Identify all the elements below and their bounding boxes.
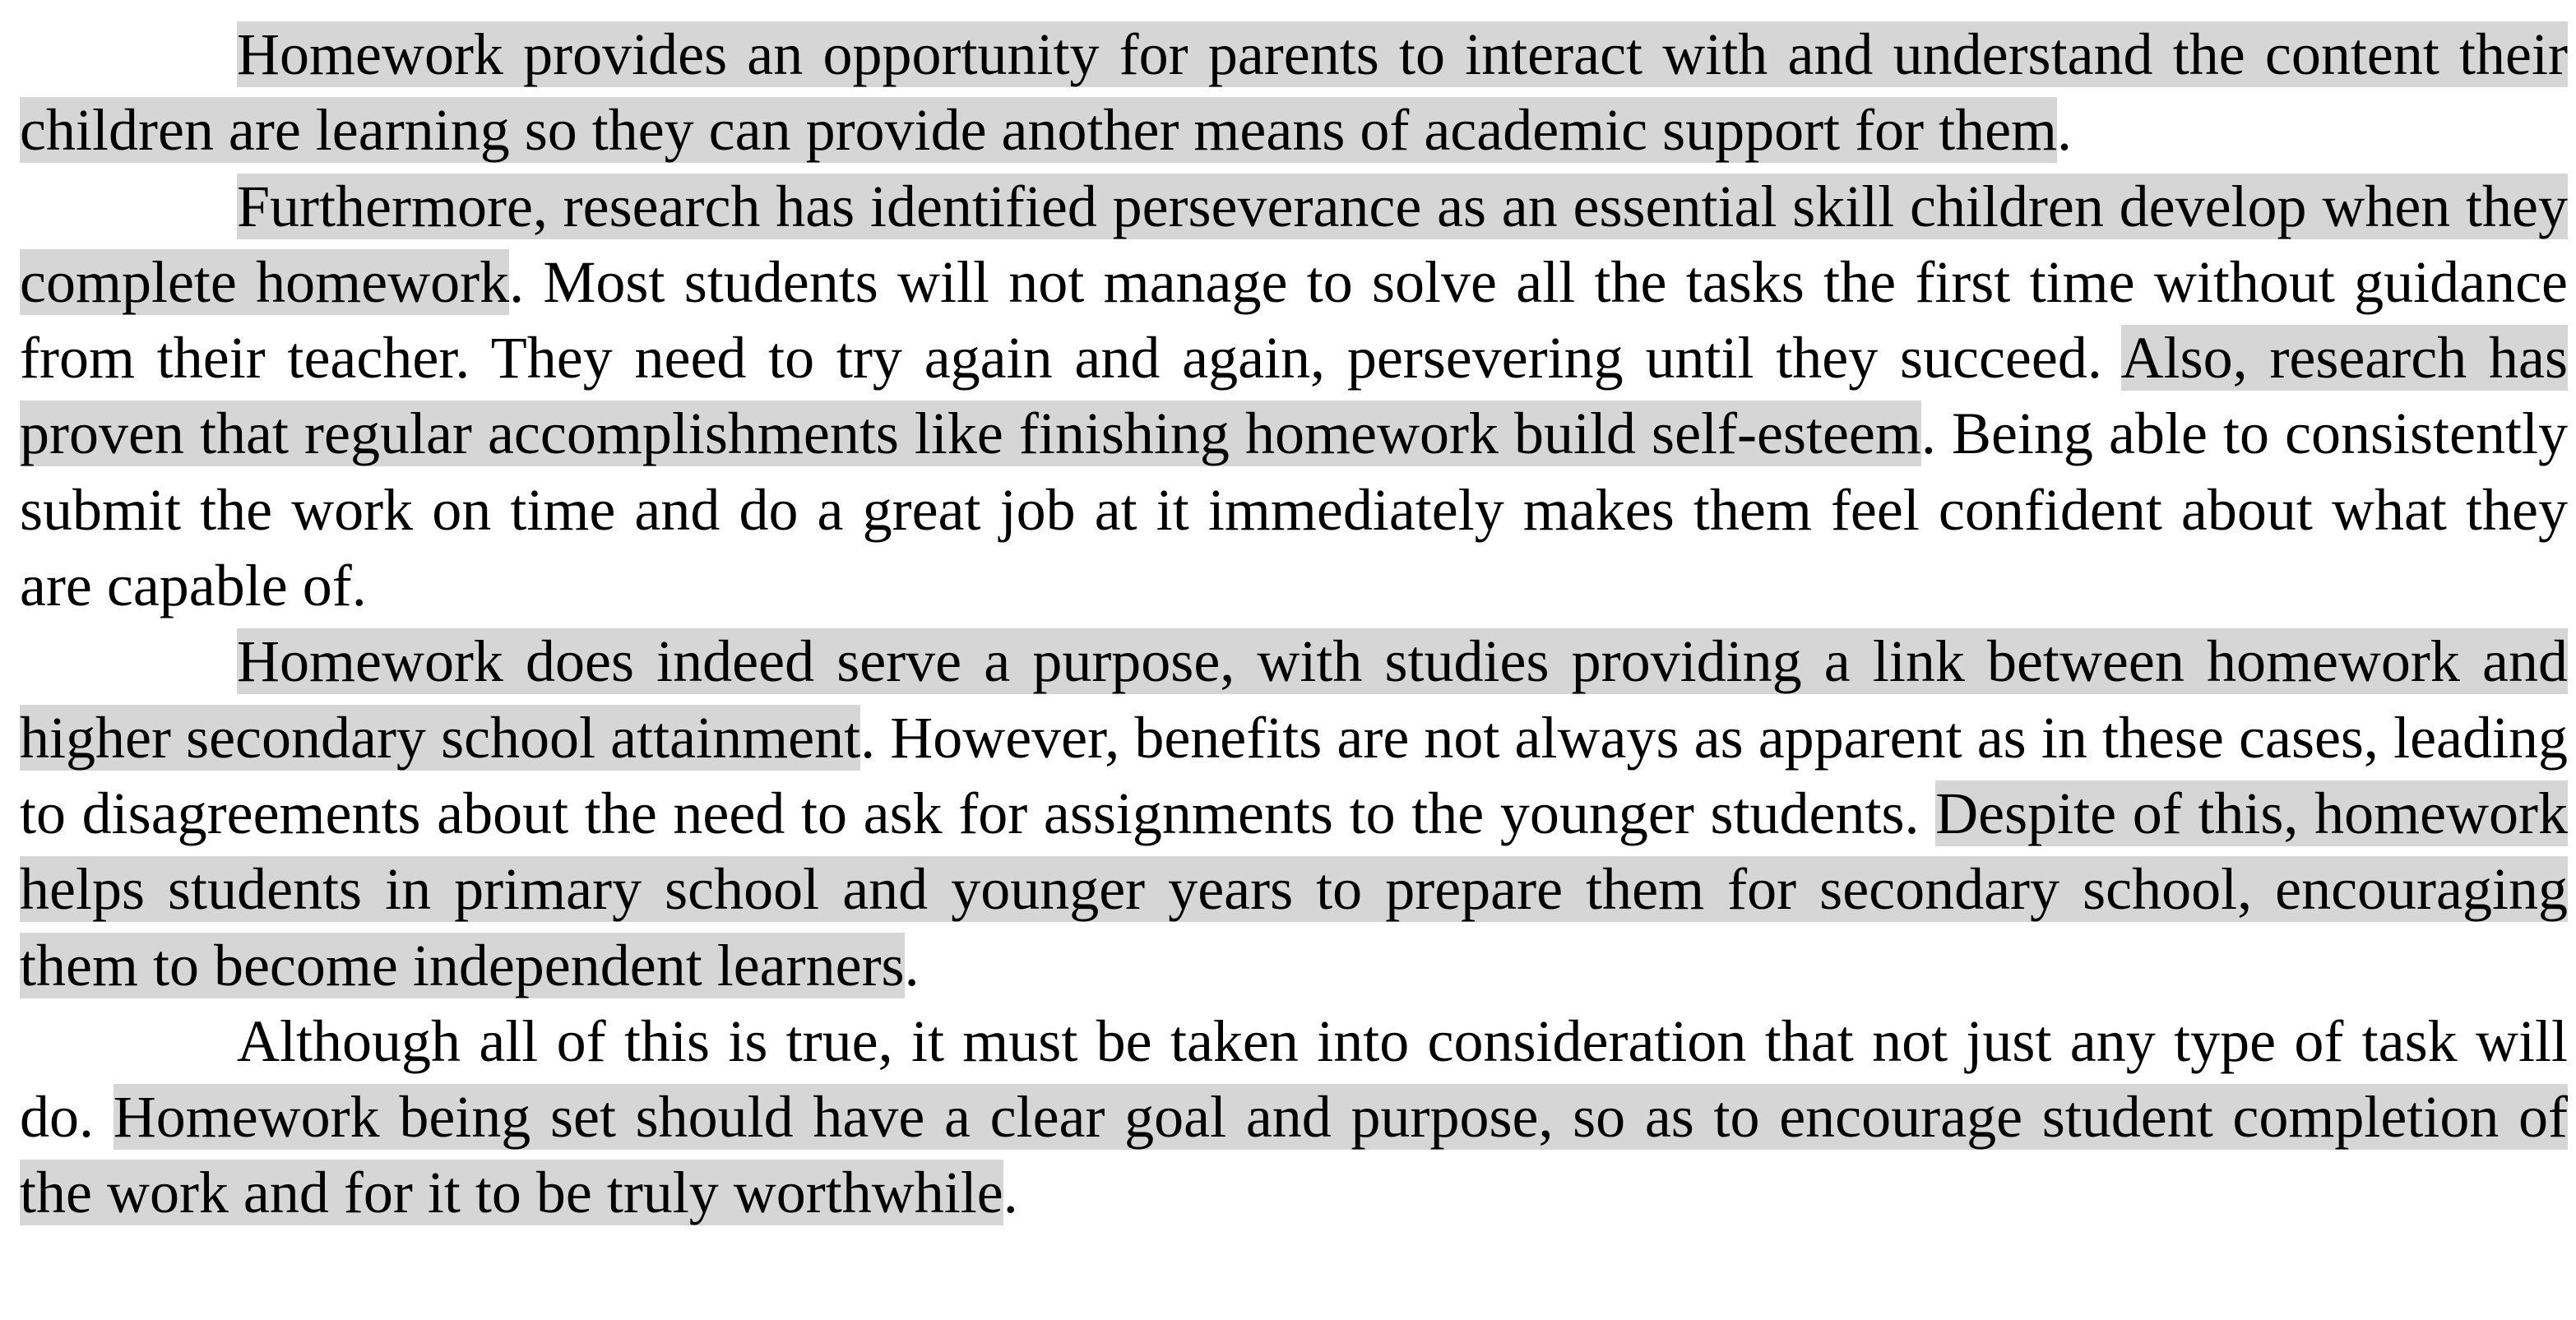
- plain-text: .: [1003, 1160, 1018, 1226]
- highlighted-text: Homework provides an opportunity for parents to interact with and understand the content their children are learning so they can provide another means of academic support for them: [20, 21, 2568, 164]
- plain-text: . Most students will not manage to solve all the tasks the first time without guidance from their teacher. They need to try again and again, persevering until they succeed.: [20, 248, 2568, 391]
- paragraph-clear-goal: [20, 1003, 2568, 1231]
- plain-text: .: [2057, 97, 2073, 164]
- highlighted-text: Homework being set should have a clear goal and purpose, so as to encourage student completion of the work and for it to be truly worthwhile: [20, 1084, 2569, 1226]
- highlighted-text: Homework does indeed serve a purpose, with studies providing a link between homework and higher secondary school attainment: [20, 628, 2568, 771]
- highlighted-text: Despite of this, homework helps students in primary school and younger years to prepare them for secondary school, encouraging them to become independent learners: [20, 780, 2569, 998]
- plain-text: . Being able to consistently submit the work on time and do a great job at it immediately makes them feel confident about what they are capable of.: [20, 401, 2569, 619]
- highlighted-text: Also, research has proven that regular accomplishments like finishing homework build self-esteem: [20, 325, 2568, 467]
- paragraph-secondary-attainment: [20, 623, 2568, 1003]
- paragraph-parent-interaction: [20, 16, 2568, 169]
- paragraph-perseverance: [20, 169, 2568, 624]
- highlighted-text: Furthermore, research has identified perseverance as an essential skill children develop when they complete homework: [20, 173, 2568, 315]
- plain-text: .: [904, 932, 920, 998]
- plain-text: . However, benefits are not always as apparent as in these cases, leading to disagreements about the need to ask for assignments to the younger students.: [20, 704, 2568, 846]
- plain-text: Although all of this is true, it must be taken into consideration that not just any type of task will do.: [20, 1007, 2568, 1151]
